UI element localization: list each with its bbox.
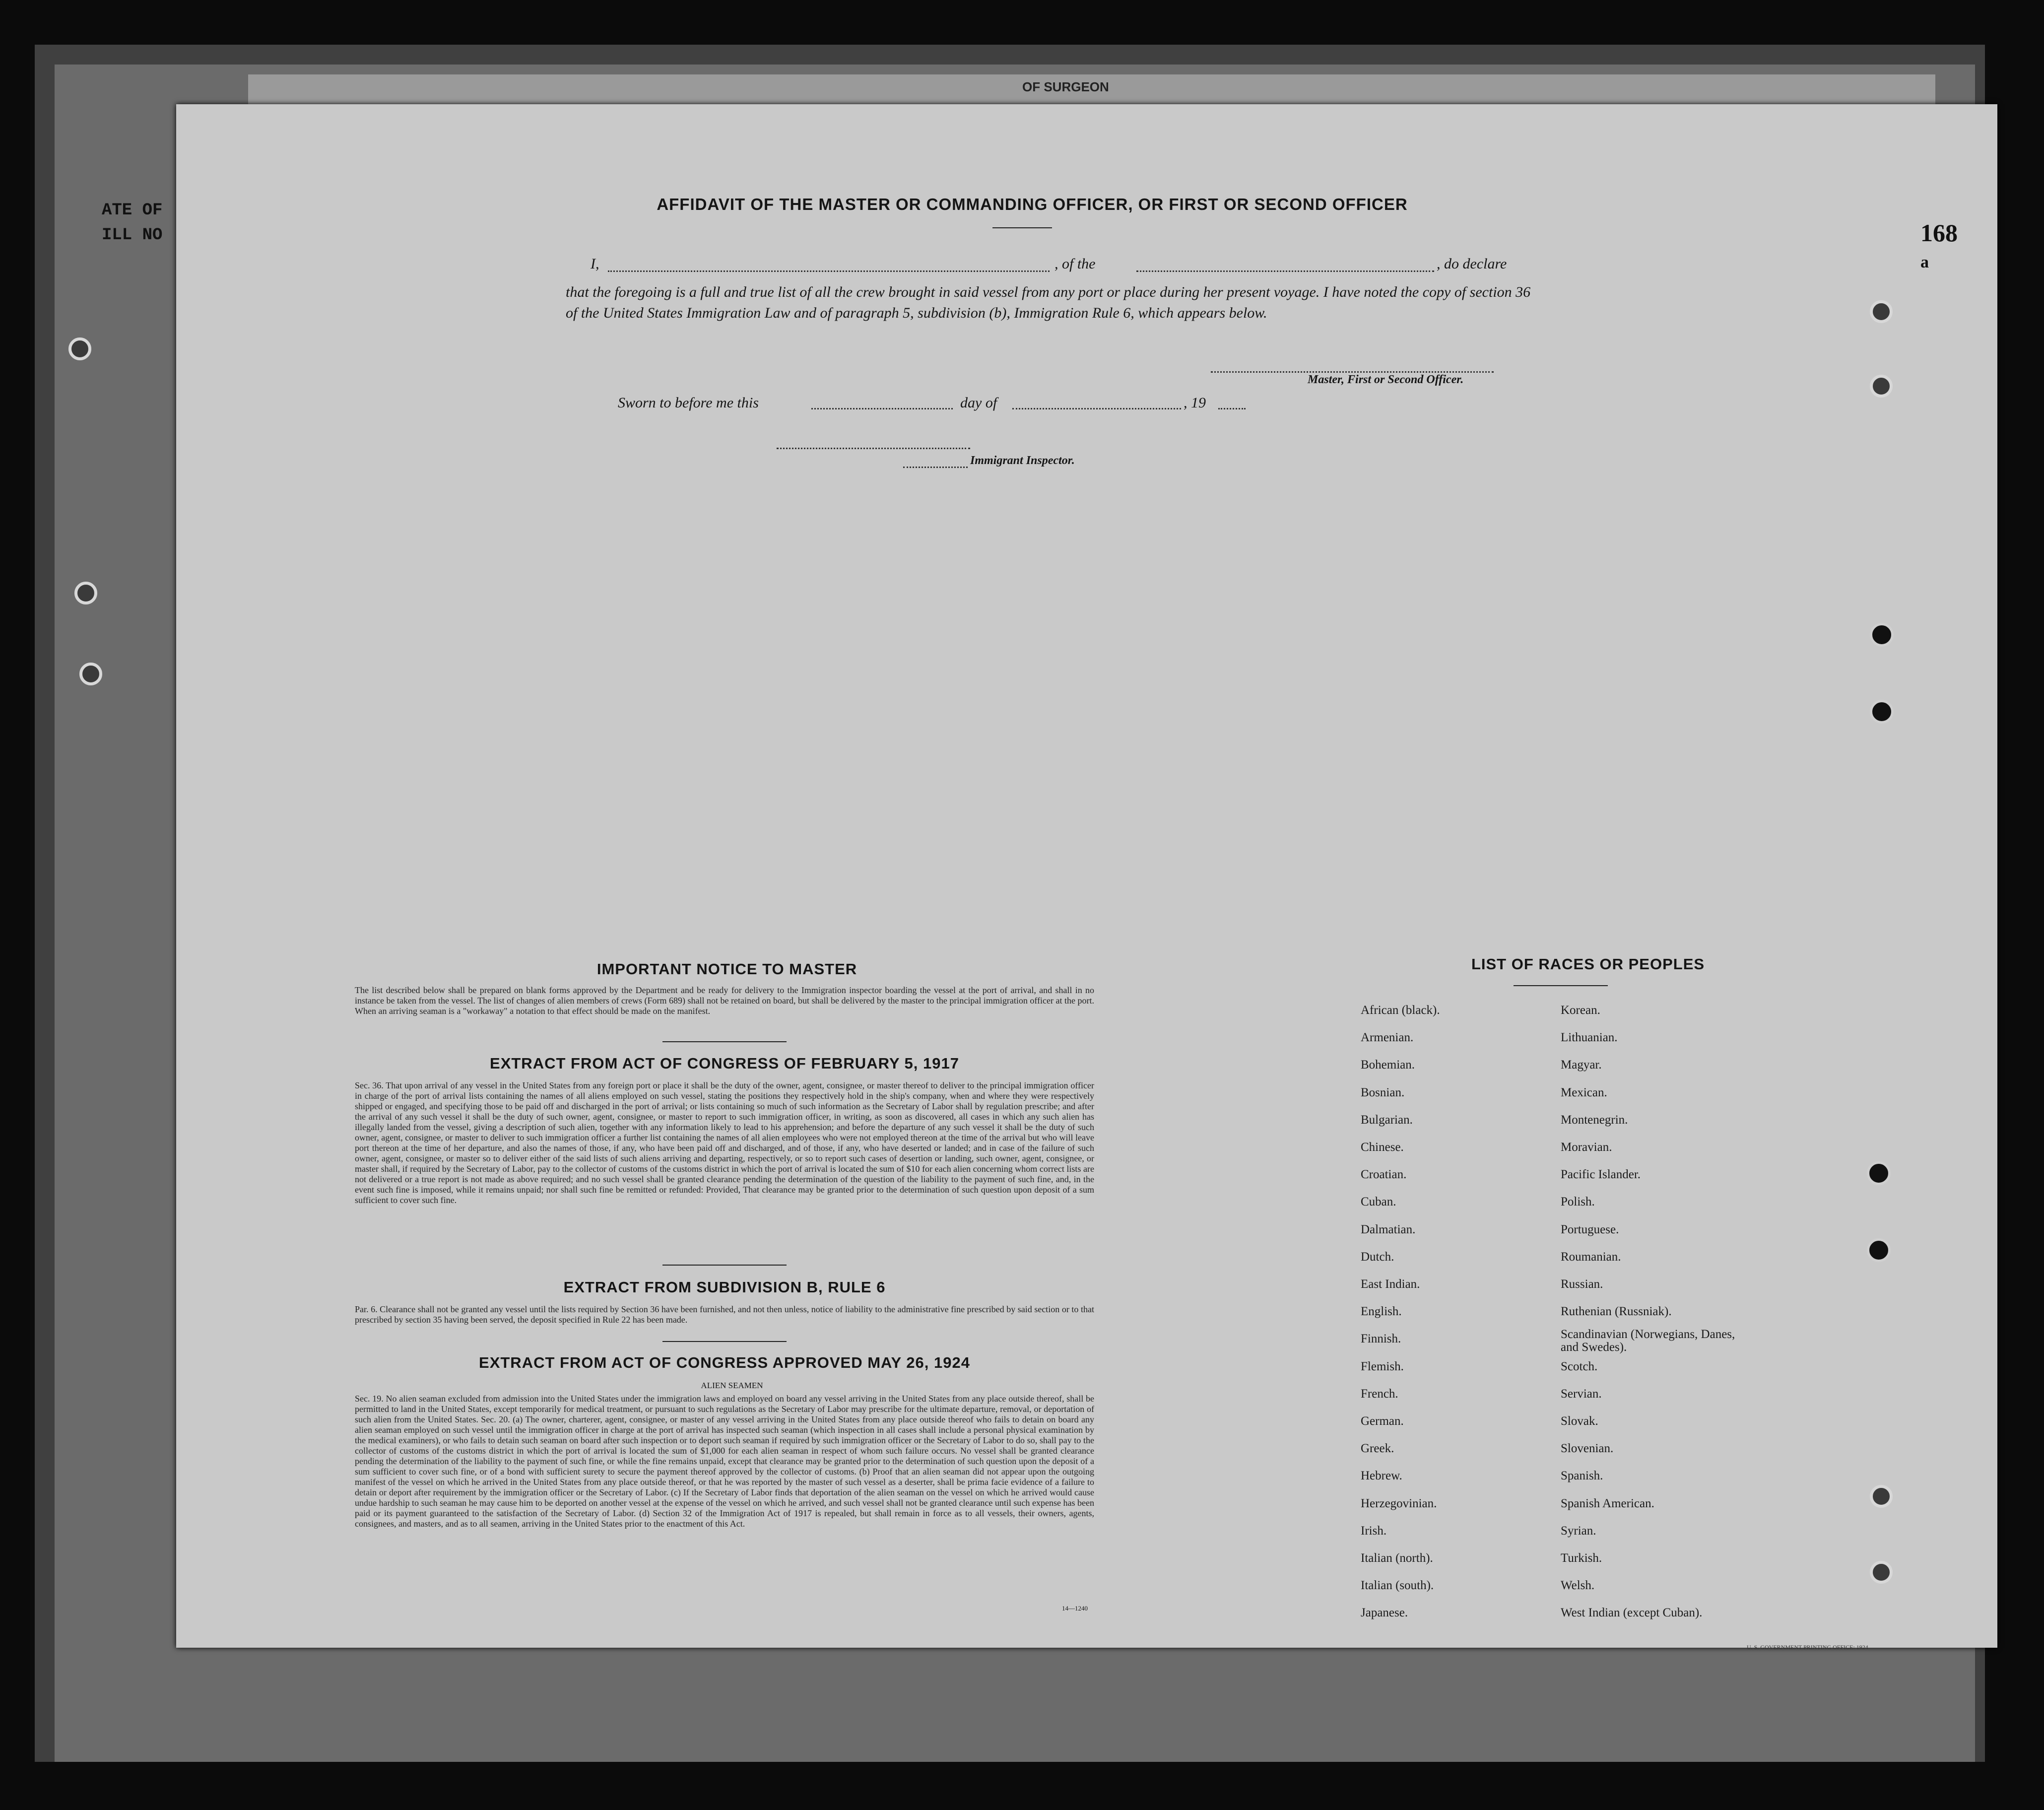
divider: [662, 1341, 787, 1342]
race-left-item: Bohemian.: [1361, 1058, 1415, 1072]
race-right-item: Spanish.: [1561, 1469, 1603, 1482]
sworn-month-line: [1012, 408, 1181, 409]
race-left-item: East Indian.: [1361, 1277, 1420, 1291]
sworn-before-label: Sworn to before me this: [618, 395, 759, 411]
race-right-item: Polish.: [1561, 1195, 1595, 1208]
master-signature-label: Master, First or Second Officer.: [1308, 373, 1464, 386]
sheet-letter: a: [1920, 253, 1929, 271]
race-right-item: Syrian.: [1561, 1524, 1596, 1538]
race-left-item: Croatian.: [1361, 1168, 1407, 1181]
affidavit-of-the: , of the: [1055, 256, 1096, 272]
race-left-item: Greek.: [1361, 1442, 1394, 1455]
race-right-item: Ruthenian (Russniak).: [1561, 1305, 1672, 1318]
race-right-item: Scotch.: [1561, 1360, 1598, 1373]
race-left-item: Bulgarian.: [1361, 1113, 1413, 1127]
sworn-day-line: [811, 408, 953, 409]
alien-seamen-subtitle: ALIEN SEAMEN: [701, 1381, 763, 1390]
race-left-item: Irish.: [1361, 1524, 1387, 1538]
race-right-item: Scandinavian (Norwegians, Danes, and Swedes).: [1561, 1328, 1735, 1354]
punch-hole: [1870, 375, 1893, 398]
races-title: LIST OF RACES OR PEOPLES: [1471, 955, 1705, 973]
extract-1917-text: Sec. 36. That upon arrival of any vessel in the United States from any foreign port or place it shall be the duty of the owner, agent, consignee, or master thereof to deliver to the principal immigration officer in charge of the port of arrival lists containing the names of all aliens employed on such vessel, stating the positions they respectively hold in the ship's company, when and where they were respectively shipped or engaged, and specifying those to be paid off and discharged in the port of arrival; or lists containing so much of such information as the Secretary of Labor shall by regulation prescribe; and after the arrival of any such vessel it shall be the duty of such owner, agent, consignee, or master to report to such immigration officer, in writing, as soon as discovered, all cases in which any such alien has illegally landed from the vessel, giving a description of such alien, together with any information likely to lead to his apprehension; and before the departure of any such vessel it shall be the duty of such owner, agent, consignee, or master to deliver to such immigration officer a further list containing the names of all alien employees who were not employed thereon at the time of the arrival but who will leave port thereon at the time of her departure, and also the names of those, if any, who have been paid off and discharged, and of those, if any, who have deserted or landed; and in case of the failure of such owner, agent, consignee, or master so to deliver either of the said lists of such aliens arriving and departing, respectively, or so to report such cases of desertion or landing, such owner, agent, consignee, or master shall, if required by the Secretary of Labor, pay to the collector of customs of the customs district in which the port of arrival is located the sum of $10 for each alien concerning whom correct lists are not delivered or a true report is not made as above required; and no such vessel shall be granted clearance pending the determination of the question of the liability to the payment of such fine, and, in the event such fine is imposed, while it remains unpaid; nor shall such fine be remitted or refunded: Provided, That clearance may be granted prior to the determination of such question upon deposit of a sum sufficient to cover such fine.: [355, 1080, 1094, 1205]
race-left-item: Bosnian.: [1361, 1086, 1405, 1099]
year-prefix: , 19: [1184, 395, 1206, 411]
race-right-item: Mexican.: [1561, 1086, 1607, 1099]
inspector-signature-line: [777, 448, 970, 449]
punch-hole: [1870, 1485, 1893, 1508]
affidavit-i: I,: [591, 256, 599, 272]
divider: [1514, 985, 1608, 986]
race-right-item: Turkish.: [1561, 1551, 1602, 1565]
race-left-item: African (black).: [1361, 1004, 1440, 1017]
punch-hole: [1870, 623, 1894, 647]
race-left-item: Italian (south).: [1361, 1579, 1434, 1592]
race-left-item: Dalmatian.: [1361, 1223, 1416, 1236]
punch-hole: [79, 663, 102, 685]
punch-hole: [1867, 1161, 1891, 1185]
race-right-item: West Indian (except Cuban).: [1561, 1606, 1703, 1619]
race-right-item: Roumanian.: [1561, 1250, 1621, 1264]
race-left-item: German.: [1361, 1414, 1404, 1428]
vessel-line: [1136, 270, 1434, 272]
race-right-item: Korean.: [1561, 1004, 1600, 1017]
race-left-item: English.: [1361, 1305, 1402, 1318]
extract-1924-title: EXTRACT FROM ACT OF CONGRESS APPROVED MAY 26, 1924: [479, 1354, 970, 1371]
race-right-item: Slovak.: [1561, 1414, 1598, 1428]
race-left-item: Hebrew.: [1361, 1469, 1402, 1482]
printer-imprint: U. S. GOVERNMENT PRINTING OFFICE: 1924: [1747, 1644, 1868, 1651]
form-code: 14—1240: [1062, 1605, 1088, 1612]
punch-hole: [1867, 1238, 1891, 1262]
punch-hole: [74, 582, 97, 604]
extract-rule6-text: Par. 6. Clearance shall not be granted any vessel until the lists required by Section 36 have been furnished, and not then unless, notice of liability to the administrative fine prescribed by said section or to that prescribed by section 35 having been served, the deposit specified in Rule 22 has been made.: [355, 1304, 1094, 1325]
race-right-item: Servian.: [1561, 1387, 1602, 1401]
side-stamp-bill: ILL NO: [102, 226, 163, 245]
inspector-line: [903, 467, 968, 468]
race-left-item: Dutch.: [1361, 1250, 1394, 1264]
race-left-item: Armenian.: [1361, 1031, 1414, 1044]
race-left-item: Japanese.: [1361, 1606, 1408, 1619]
extract-1917-title: EXTRACT FROM ACT OF CONGRESS OF FEBRUARY 5, 1917: [490, 1055, 959, 1072]
under-sheet-stamp: OF SURGEON: [1022, 79, 1109, 94]
notice-text: The list described below shall be prepared on blank forms approved by the Department and be ready for delivery to the Immigration inspector boarding the vessel at the port of arrival, and shall in no instance be taken from the vessel. The list of changes of alien members of crews (Form 689) shall not be retained on board, but shall be delivered by the master to the principal immigration officer at the port. When an arriving seaman is a "workaway" a notation to that effect should be made on the manifest.: [355, 985, 1094, 1016]
race-right-item: Welsh.: [1561, 1579, 1595, 1592]
inspector-label: Immigrant Inspector.: [970, 454, 1075, 467]
divider: [992, 227, 1052, 228]
sworn-year-line: [1218, 408, 1246, 409]
race-left-item: French.: [1361, 1387, 1398, 1401]
extract-1924-text: Sec. 19. No alien seaman excluded from admission into the United States under the immigration laws and employed on board any vessel arriving in the United States from any place outside thereof, shall be permitted to land in the United States, except temporarily for medical treatment, or pursuant to such regulations as the Secretary of Labor may prescribe for the ultimate departure, removal, or deportation of such alien from the United States. Sec. 20. (a) The owner, charterer, agent, consignee, or master of any vessel arriving in the United States from any place outside thereof who fails to detain on board any alien seaman employed on such vessel until the immigration officer in charge at the port of arrival has inspected such seaman (which inspection in all cases shall include a personal physical examination by the medical examiners), or who fails to detain such seaman on board after such inspection or to deport such seaman if required by such immigration officer or the Secretary of Labor to do so, shall pay to the collector of customs of the customs district in which the port of arrival is located the sum of $1,000 for each alien seaman in respect of whom such failure occurs. No vessel shall be granted clearance pending the determination of the liability to the payment of such fine, or while the fine remains unpaid, except that clearance may be granted prior to the determination of such question upon the deposit of a sum sufficient to cover such fine, or of a bond with sufficient surety to secure the payment thereof approved by the collector of customs. (b) Proof that an alien seaman did not appear upon the outgoing manifest of the vessel on which he arrived in the United States from any place outside thereof, or that he was reported by the master of such vessel as a deserter, shall be prima facie evidence of a failure to detain or deport after requirement by the immigration officer or the Secretary of Labor. (c) If the Secretary of Labor finds that deportation of the alien seaman on the vessel on which he arrived would cause undue hardship to such seaman he may cause him to be deported on another vessel at the expense of the vessel on which he arrived, and such vessel shall not be granted clearance until such expense has been paid or its payment guaranteed to the satisfaction of the Secretary of Labor. (d) Section 32 of the Immigration Act of 1917 is repealed, but shall remain in force as to all vessels, their owners, agents, consignees, and masters, and as to all seamen, arriving in the United States prior to the enactment of this Act.: [355, 1394, 1094, 1529]
race-right-item: Lithuanian.: [1561, 1031, 1618, 1044]
punch-hole: [1870, 700, 1894, 724]
race-right-item: Slovenian.: [1561, 1442, 1614, 1455]
race-left-item: Herzegovinian.: [1361, 1497, 1437, 1510]
race-right-item: Spanish American.: [1561, 1497, 1654, 1510]
extract-rule6-title: EXTRACT FROM SUBDIVISION B, RULE 6: [563, 1278, 886, 1296]
race-left-item: Italian (north).: [1361, 1551, 1433, 1565]
divider: [662, 1265, 787, 1266]
side-stamp-state: ATE OF: [102, 201, 163, 220]
punch-hole: [68, 337, 91, 360]
name-line: [608, 270, 1050, 272]
race-left-item: Cuban.: [1361, 1195, 1396, 1208]
punch-hole: [1870, 300, 1893, 323]
affidavit-body: that the foregoing is a full and true list of all the crew brought in said vessel from any port or place during her present voyage. I have noted the copy of section 36 of the United States Immigration Law and of paragraph 5, subdivision (b), Immigration Rule 6, which appears below.: [566, 284, 1531, 321]
race-left-item: Flemish.: [1361, 1360, 1404, 1373]
race-right-item: Portuguese.: [1561, 1223, 1619, 1236]
divider: [662, 1041, 787, 1042]
master-signature-line: [1211, 371, 1494, 373]
race-right-item: Russian.: [1561, 1277, 1603, 1291]
race-right-item: Montenegrin.: [1561, 1113, 1628, 1127]
affidavit-declare: , do declare: [1437, 256, 1507, 272]
race-right-item: Pacific Islander.: [1561, 1168, 1641, 1181]
race-right-item: Magyar.: [1561, 1058, 1602, 1072]
race-right-item: Moravian.: [1561, 1140, 1612, 1154]
race-left-item: Finnish.: [1361, 1332, 1401, 1345]
affidavit-title: AFFIDAVIT OF THE MASTER OR COMMANDING OFFICER, OR FIRST OR SECOND OFFICER: [657, 195, 1408, 213]
day-of-label: day of: [960, 395, 997, 411]
notice-title: IMPORTANT NOTICE TO MASTER: [596, 960, 857, 978]
punch-hole: [1870, 1561, 1893, 1584]
sheet-number: 168: [1920, 219, 1958, 247]
race-left-item: Chinese.: [1361, 1140, 1404, 1154]
